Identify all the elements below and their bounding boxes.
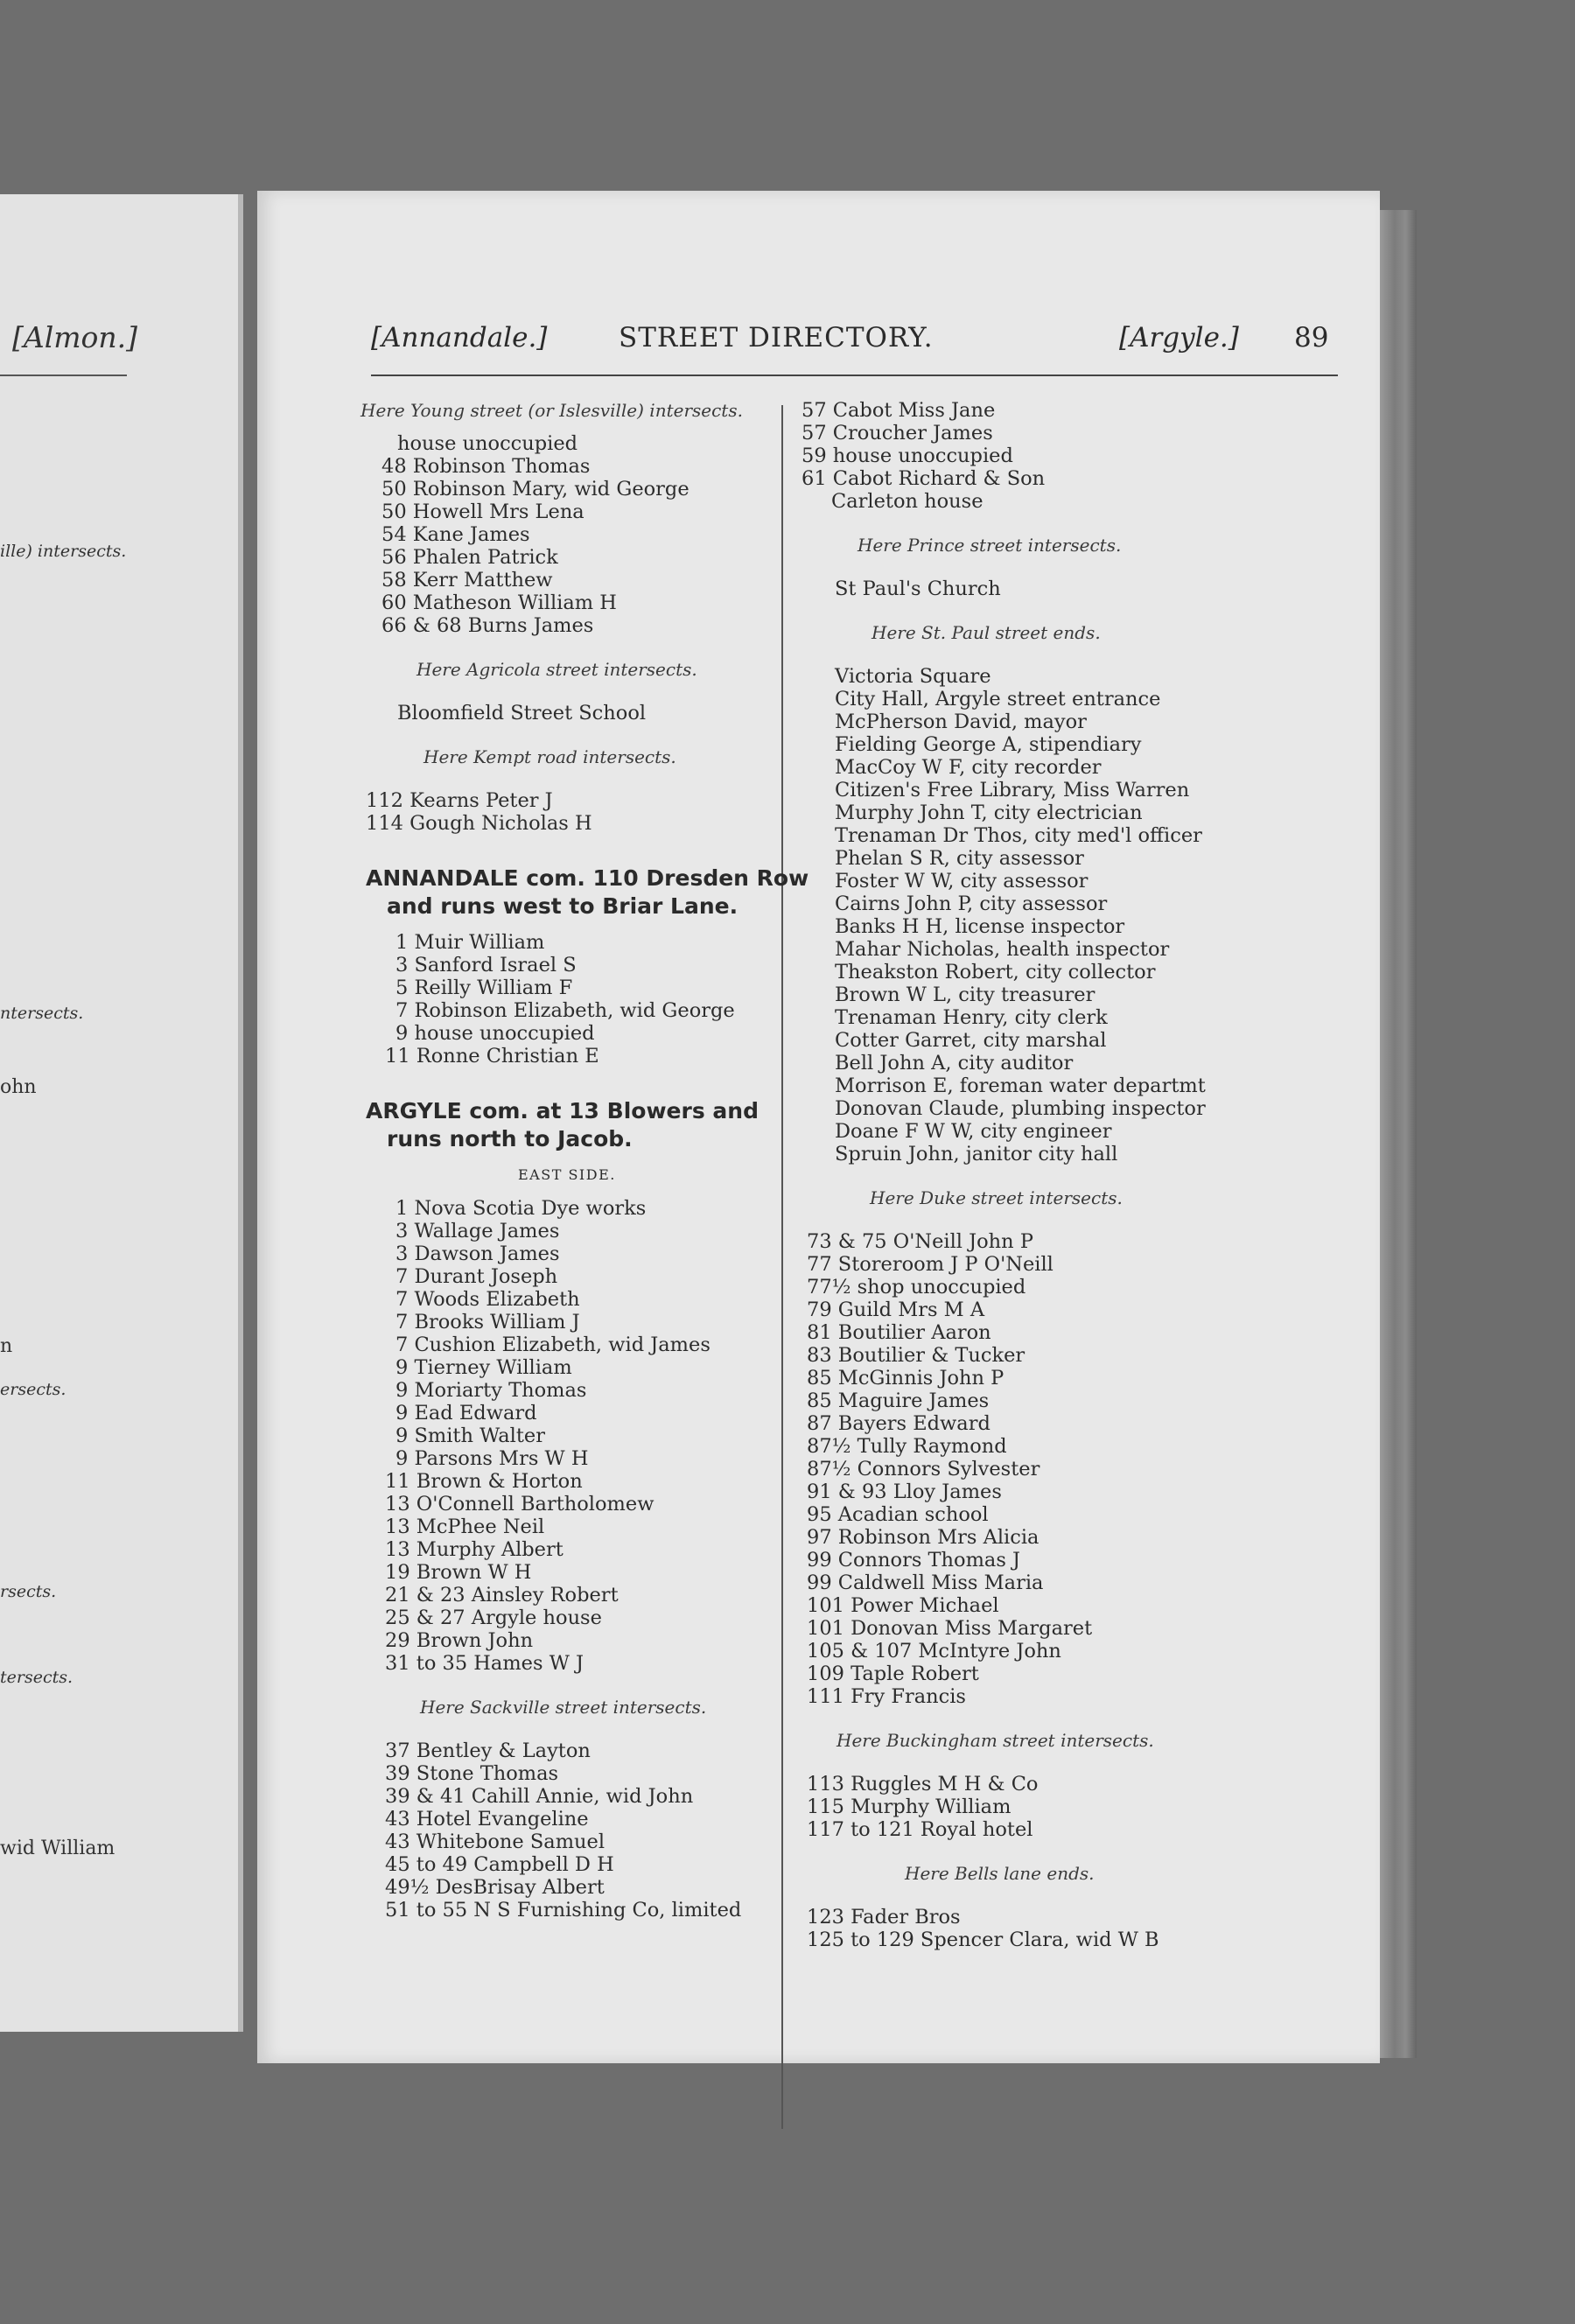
directory-entry: 1 Nova Scotia Dye works xyxy=(396,1197,647,1220)
directory-entry: 77 Storeroom J P O'Neill xyxy=(807,1253,1054,1276)
running-header xyxy=(371,322,1338,360)
directory-entry: 83 Boutilier & Tucker xyxy=(807,1344,1026,1367)
directory-entry: McPherson David, mayor xyxy=(835,710,1087,733)
header-left-street: [Annandale.] xyxy=(371,322,548,354)
spacer xyxy=(360,1718,780,1740)
directory-entry: Cairns John P, city assessor xyxy=(835,892,1108,915)
directory-entry: 49½ DesBrisay Albert xyxy=(385,1876,605,1899)
directory-entry: 43 Whitebone Samuel xyxy=(385,1830,606,1853)
directory-entry: 61 Cabot Richard & Son xyxy=(802,467,1046,490)
spacer xyxy=(802,1841,1274,1862)
intersection-note: Here Buckingham street intersects. xyxy=(836,1730,1154,1751)
directory-entry: 25 & 27 Argyle house xyxy=(385,1606,602,1629)
directory-entry: 109 Taple Robert xyxy=(807,1662,979,1685)
directory-entry: 85 McGinnis John P xyxy=(807,1367,1004,1390)
header-title: STREET DIRECTORY. xyxy=(619,322,934,354)
left-page-fragment: tersects. xyxy=(0,1668,74,1687)
spacer xyxy=(802,1209,1274,1230)
directory-entry: Citizen's Free Library, Miss Warren xyxy=(835,779,1190,802)
street-heading: ANNANDALE com. 110 Dresden Row xyxy=(366,865,809,891)
spacer xyxy=(802,513,1274,534)
directory-entry: 11 Ronne Christian E xyxy=(385,1045,599,1068)
directory-entry: 9 Smith Walter xyxy=(396,1424,545,1447)
directory-entry: 111 Fry Francis xyxy=(807,1685,966,1708)
directory-entry: 21 & 23 Ainsley Robert xyxy=(385,1584,619,1606)
directory-entry: 105 & 107 McIntyre John xyxy=(807,1640,1061,1662)
directory-entry: Fielding George A, stipendiary xyxy=(835,733,1142,756)
header-rule xyxy=(371,374,1338,376)
side-label: EAST SIDE. xyxy=(518,1166,616,1183)
directory-entry: house unoccupied xyxy=(397,432,578,455)
directory-entry: 13 McPhee Neil xyxy=(385,1516,545,1538)
directory-entry: 37 Bentley & Layton xyxy=(385,1740,591,1762)
directory-entry: Theakston Robert, city collector xyxy=(835,961,1156,984)
directory-entry: 13 Murphy Albert xyxy=(385,1538,564,1561)
directory-entry: Foster W W, city assessor xyxy=(835,870,1088,892)
directory-entry: Carleton house xyxy=(831,490,984,513)
directory-entry: 56 Phalen Patrick xyxy=(382,546,558,569)
directory-entry: 45 to 49 Campbell D H xyxy=(385,1853,614,1876)
left-page-header-rule xyxy=(0,374,127,376)
street-heading: runs north to Jacob. xyxy=(387,1126,633,1152)
directory-entry: Bell John A, city auditor xyxy=(835,1052,1074,1074)
directory-entry: 7 Woods Elizabeth xyxy=(396,1288,580,1311)
street-heading: and runs west to Briar Lane. xyxy=(387,893,738,919)
left-page-header: [Almon.] xyxy=(12,320,138,354)
directory-entry: 73 & 75 O'Neill John P xyxy=(807,1230,1033,1253)
directory-entry: Victoria Square xyxy=(835,665,991,688)
intersection-note: Here Young street (or Islesville) intersects. xyxy=(360,400,743,421)
directory-entry: 87½ Tully Raymond xyxy=(807,1435,1007,1458)
directory-entry: 31 to 35 Hames W J xyxy=(385,1652,584,1675)
directory-entry: 7 Durant Joseph xyxy=(396,1265,558,1288)
spacer xyxy=(802,1885,1274,1906)
directory-entry: 43 Hotel Evangeline xyxy=(385,1808,589,1830)
spacer xyxy=(360,637,780,658)
directory-entry: 60 Matheson William H xyxy=(382,592,617,614)
directory-entry: 85 Maguire James xyxy=(807,1390,990,1412)
spacer xyxy=(360,1186,780,1197)
directory-entry: City Hall, Argyle street entrance xyxy=(835,688,1161,710)
directory-entry: 59 house unoccupied xyxy=(802,444,1013,467)
directory-entry: MacCoy W F, city recorder xyxy=(835,756,1102,779)
directory-entry: 115 Murphy William xyxy=(807,1796,1012,1818)
directory-entry: Spruin John, janitor city hall xyxy=(835,1143,1118,1166)
intersection-note: Here Kempt road intersects. xyxy=(424,746,676,767)
directory-entry: 5 Reilly William F xyxy=(396,976,573,999)
directory-entry: Trenaman Henry, city clerk xyxy=(835,1006,1108,1029)
header-right-street: [Argyle.] xyxy=(1119,322,1239,354)
right-column xyxy=(802,399,1274,1951)
left-page-fragment: ille) intersects. xyxy=(0,542,127,561)
spacer xyxy=(360,768,780,789)
intersection-note: Here Prince street intersects. xyxy=(858,535,1122,556)
intersection-note: Here St. Paul street ends. xyxy=(872,622,1101,643)
directory-entry: 77½ shop unoccupied xyxy=(807,1276,1026,1298)
directory-entry: Murphy John T, city electrician xyxy=(835,802,1143,824)
left-page-fragment: wid William xyxy=(0,1838,116,1859)
directory-entry: 39 & 41 Cahill Annie, wid John xyxy=(385,1785,694,1808)
directory-entry: 3 Wallage James xyxy=(396,1220,560,1242)
directory-entry: Bloomfield Street School xyxy=(397,702,647,724)
spacer xyxy=(802,644,1274,665)
directory-entry: 117 to 121 Royal hotel xyxy=(807,1818,1033,1841)
directory-entry: 29 Brown John xyxy=(385,1629,534,1652)
directory-entry: 3 Sanford Israel S xyxy=(396,954,577,976)
spacer xyxy=(360,920,780,931)
directory-entry: 113 Ruggles M H & Co xyxy=(807,1773,1039,1796)
directory-entry: 57 Cabot Miss Jane xyxy=(802,399,996,422)
directory-entry: 7 Robinson Elizabeth, wid George xyxy=(396,999,735,1022)
directory-entry: 81 Boutilier Aaron xyxy=(807,1321,991,1344)
directory-entry: 9 Tierney William xyxy=(396,1356,572,1379)
spacer xyxy=(360,1675,780,1696)
spacer xyxy=(802,1752,1274,1773)
left-page-fragment: ohn xyxy=(0,1076,37,1098)
directory-entry: 79 Guild Mrs M A xyxy=(807,1298,985,1321)
directory-entry: 39 Stone Thomas xyxy=(385,1762,559,1785)
directory-entry: 95 Acadian school xyxy=(807,1503,989,1526)
spacer xyxy=(802,600,1274,621)
directory-entry: Trenaman Dr Thos, city med'l officer xyxy=(835,824,1202,847)
street-heading: ARGYLE com. at 13 Blowers and xyxy=(366,1098,759,1124)
spacer xyxy=(802,1166,1274,1186)
page-number: 89 xyxy=(1294,322,1329,354)
directory-entry: 9 Ead Edward xyxy=(396,1402,537,1424)
left-page-fragment: ntersects. xyxy=(0,1004,84,1023)
directory-entry: 51 to 55 N S Furnishing Co, limited xyxy=(385,1899,742,1922)
directory-entry: Mahar Nicholas, health inspector xyxy=(835,938,1170,961)
column-divider xyxy=(781,405,783,2129)
directory-entry: Phelan S R, city assessor xyxy=(835,847,1084,870)
directory-entry: 99 Caldwell Miss Maria xyxy=(807,1572,1044,1594)
spacer xyxy=(802,1708,1274,1729)
directory-entry: Morrison E, foreman water departmt xyxy=(835,1074,1206,1097)
left-column xyxy=(360,399,809,1922)
spacer xyxy=(360,1153,780,1164)
directory-entry: 19 Brown W H xyxy=(385,1561,532,1584)
directory-page xyxy=(257,191,1380,2063)
directory-entry: Cotter Garret, city marshal xyxy=(835,1029,1107,1052)
directory-entry: 9 Moriarty Thomas xyxy=(396,1379,587,1402)
directory-entry: 123 Fader Bros xyxy=(807,1906,961,1928)
directory-entry: 9 Parsons Mrs W H xyxy=(396,1447,589,1470)
spacer xyxy=(360,681,780,702)
facing-page-left xyxy=(0,194,243,2032)
directory-entry: Donovan Claude, plumbing inspector xyxy=(835,1097,1206,1120)
directory-entry: 11 Brown & Horton xyxy=(385,1470,583,1493)
directory-entry: 91 & 93 Lloy James xyxy=(807,1480,1002,1503)
directory-entry: 1 Muir William xyxy=(396,931,545,954)
spacer xyxy=(360,422,780,432)
directory-entry: 54 Kane James xyxy=(382,523,530,546)
directory-entry: Brown W L, city treasurer xyxy=(835,984,1096,1006)
directory-entry: 3 Dawson James xyxy=(396,1242,560,1265)
directory-entry: 112 Kearns Peter J xyxy=(366,789,553,812)
spacer xyxy=(360,1068,780,1097)
spacer xyxy=(360,835,780,864)
directory-entry: 50 Robinson Mary, wid George xyxy=(382,478,690,500)
directory-entry: 50 Howell Mrs Lena xyxy=(382,500,584,523)
intersection-note: Here Agricola street intersects. xyxy=(416,659,697,680)
left-page-fragment: rsects. xyxy=(0,1582,57,1601)
directory-entry: 97 Robinson Mrs Alicia xyxy=(807,1526,1040,1549)
directory-entry: Doane F W W, city engineer xyxy=(835,1120,1112,1143)
directory-entry: 66 & 68 Burns James xyxy=(382,614,594,637)
intersection-note: Here Duke street intersects. xyxy=(870,1187,1123,1208)
page-edge xyxy=(1380,210,1417,2058)
directory-entry: 58 Kerr Matthew xyxy=(382,569,553,592)
left-page-fragment: ersects. xyxy=(0,1380,66,1399)
directory-entry: St Paul's Church xyxy=(835,578,1001,600)
directory-entry: 101 Power Michael xyxy=(807,1594,999,1617)
directory-entry: 9 house unoccupied xyxy=(396,1022,595,1045)
left-page-fragment: n xyxy=(0,1335,13,1357)
directory-entry: 7 Brooks William J xyxy=(396,1311,580,1334)
directory-entry: 101 Donovan Miss Margaret xyxy=(807,1617,1093,1640)
directory-entry: 57 Croucher James xyxy=(802,422,993,444)
directory-entry: 114 Gough Nicholas H xyxy=(366,812,592,835)
spacer xyxy=(802,556,1274,578)
directory-entry: 87 Bayers Edward xyxy=(807,1412,990,1435)
intersection-note: Here Bells lane ends. xyxy=(905,1863,1095,1884)
directory-entry: 87½ Connors Sylvester xyxy=(807,1458,1040,1480)
directory-entry: 99 Connors Thomas J xyxy=(807,1549,1021,1572)
spacer xyxy=(360,724,780,746)
intersection-note: Here Sackville street intersects. xyxy=(420,1697,707,1718)
directory-entry: 48 Robinson Thomas xyxy=(382,455,591,478)
directory-entry: 125 to 129 Spencer Clara, wid W B xyxy=(807,1928,1159,1951)
directory-entry: 13 O'Connell Bartholomew xyxy=(385,1493,654,1516)
directory-entry: Banks H H, license inspector xyxy=(835,915,1125,938)
directory-entry: 7 Cushion Elizabeth, wid James xyxy=(396,1334,710,1356)
